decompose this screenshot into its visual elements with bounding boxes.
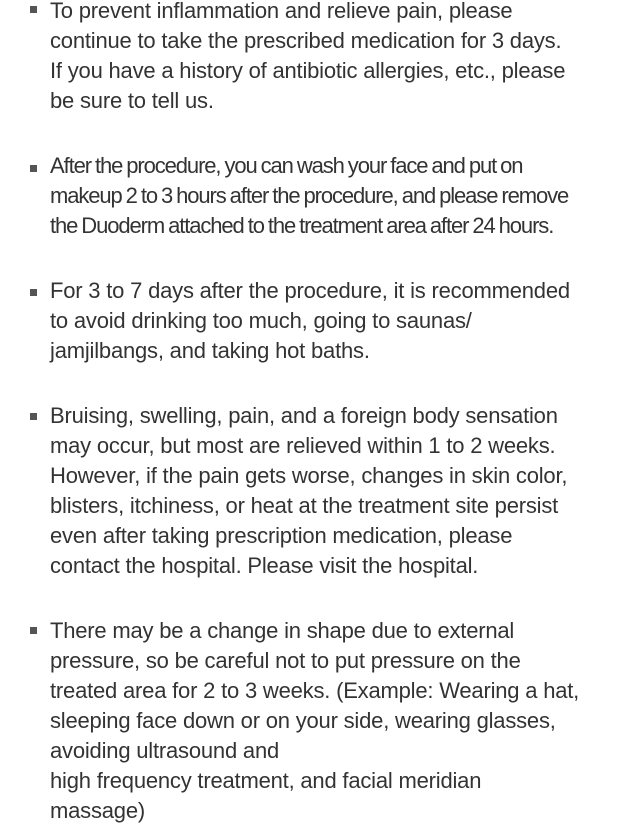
square-bullet-icon: [30, 289, 37, 296]
text-line: blisters, itchiness, or heat at the treatment site persist: [50, 493, 559, 518]
text-line: be sure to tell us.: [50, 88, 214, 113]
text-line: the Duoderm attached to the treatment area after 24 hours.: [50, 213, 554, 238]
text-line: sleeping face down or on your side, wearing glasses,: [50, 708, 556, 733]
text-line: There may be a change in shape due to external: [50, 618, 515, 643]
text-line: to avoid drinking too much, going to saunas/: [50, 308, 472, 333]
text-line: For 3 to 7 days after the procedure, it is recommended: [50, 278, 570, 303]
text-line: However, if the pain gets worse, changes in skin color,: [50, 463, 568, 488]
text-line: may occur, but most are relieved within 1 to 2 weeks.: [50, 433, 556, 458]
text-line: avoiding ultrasound and: [50, 738, 280, 763]
text-line: high frequency treatment, and facial meridian: [50, 768, 482, 793]
list-item-text: [50, 276, 635, 366]
text-line: treated area for 2 to 3 weeks. (Example: Wearing a hat,: [50, 678, 580, 703]
list-item-text: [50, 151, 635, 241]
text-line: To prevent inflammation and relieve pain, please: [50, 0, 513, 23]
list-item-text: [50, 616, 635, 826]
text-line: If you have a history of antibiotic allergies, etc., please: [50, 58, 566, 83]
text-line: jamjilbangs, and taking hot baths.: [50, 338, 370, 363]
text-line: even after taking prescription medication, please: [50, 523, 513, 548]
text-line: massage): [50, 798, 145, 823]
square-bullet-icon: [30, 6, 37, 13]
list-item-text: [50, 401, 635, 581]
text-line: makeup 2 to 3 hours after the procedure, and please remove: [50, 183, 569, 208]
text-line: Bruising, swelling, pain, and a foreign body sensation: [50, 403, 558, 428]
text-line: pressure, so be careful not to put pressure on the: [50, 648, 521, 673]
square-bullet-icon: [30, 627, 37, 634]
square-bullet-icon: [30, 165, 37, 172]
square-bullet-icon: [30, 413, 37, 420]
list-item-text: [50, 0, 635, 116]
text-line: After the procedure, you can wash your face and put on: [50, 153, 523, 178]
text-line: continue to take the prescribed medication for 3 days.: [50, 28, 562, 53]
text-line: contact the hospital. Please visit the hospital.: [50, 553, 479, 578]
